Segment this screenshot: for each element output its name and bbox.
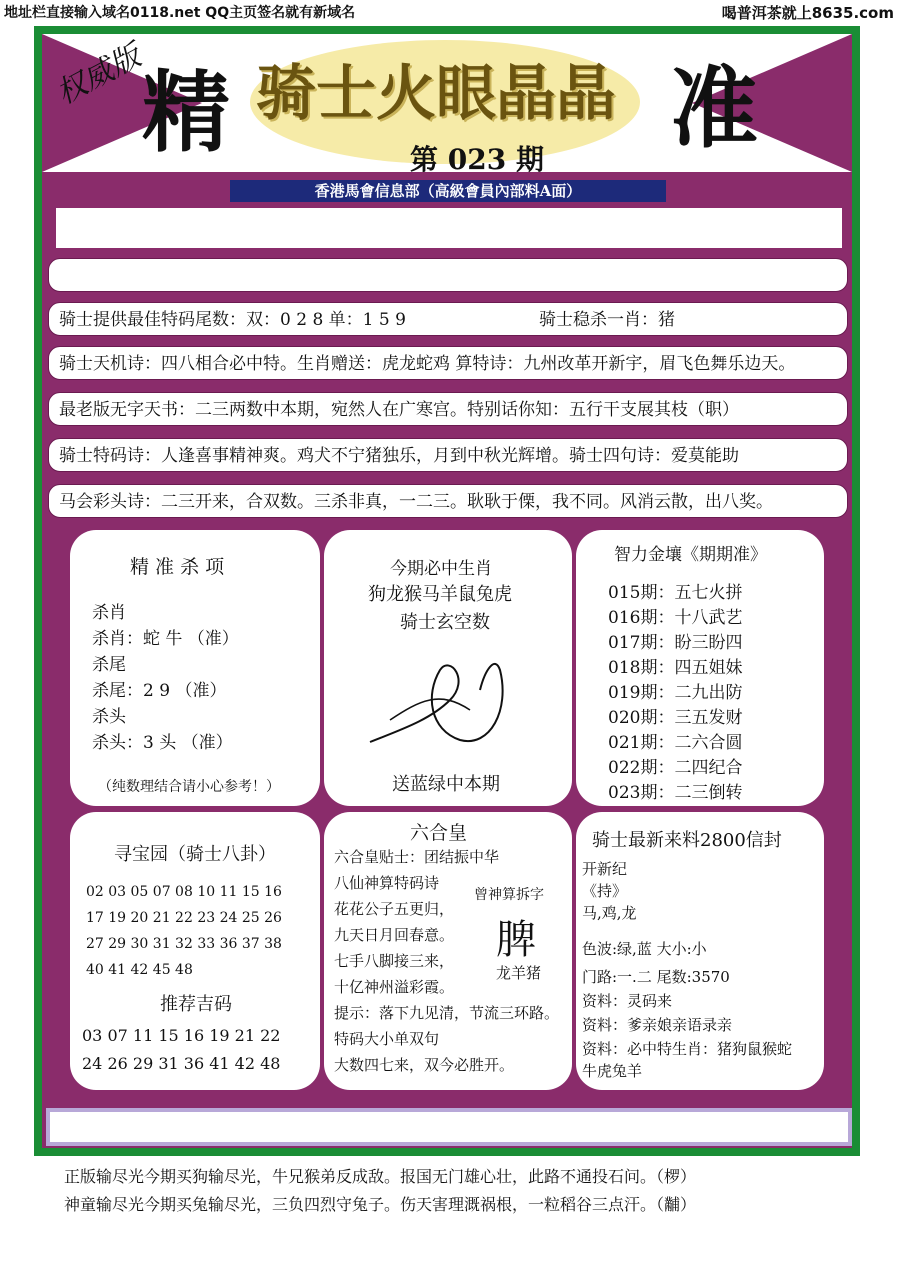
zhili-item: 018期：四五姐妹	[608, 658, 743, 678]
liuhe-line: 十亿神州溢彩霞。	[334, 978, 455, 996]
row-text-2: 骑士稳杀一肖：猪	[539, 310, 675, 330]
recommend-row: 24 26 29 31 36 41 42 48	[82, 1054, 281, 1073]
kill-note: （纯数理结合请小心参考！）	[98, 779, 280, 795]
zhili-item: 023期：二三倒转	[608, 783, 743, 803]
top-banner	[0, 0, 900, 24]
number-row: 40 41 42 45 48	[86, 962, 193, 978]
liuhe-line: 九天日月回春意。	[334, 926, 455, 944]
zodiac-line3: 骑士玄空数	[400, 612, 490, 633]
knight-line: 门路:一.二 尾数:3570	[582, 968, 730, 986]
knight-line: 资料：必中特生肖：猪狗鼠猴蛇	[582, 1040, 793, 1058]
kill-line: 杀头	[92, 707, 126, 727]
chaizi-sub: 龙羊猪	[496, 964, 542, 982]
row-tianshu: 最老版无字天书：二三两数中本期，宛然人在广寒宫。特别话你知：五行干支展其枝（职）	[48, 392, 848, 426]
liuhe-line: 特码大小单双句	[334, 1030, 440, 1048]
number-row: 27 29 30 31 32 33 36 37 38	[86, 936, 282, 952]
knight-line: 牛虎兔羊	[582, 1062, 643, 1080]
xunbao-title: 寻宝园（骑士八卦）	[114, 844, 276, 865]
liuhe-line: 提示：落下九见清，节流三环路。	[334, 1004, 560, 1022]
signature-scribble	[360, 650, 530, 750]
liuhe-title: 六合皇	[410, 822, 468, 844]
chaizi-title: 曾神算拆字	[474, 887, 544, 903]
footer-blank-box	[46, 1108, 852, 1146]
top-right-text: 喝普洱茶就上8635.com	[721, 4, 894, 22]
row-text: 骑士提供最佳特码尾数：双：0 2 8 单：1 5 9	[59, 310, 406, 330]
knight-line: 资料：灵码来	[582, 992, 673, 1010]
main-frame	[34, 26, 860, 1156]
zhili-item: 022期：二四纪合	[608, 758, 743, 778]
liuhe-line: 六合皇贴士：团结振中华	[334, 848, 500, 866]
kill-line: 杀肖：蛇 牛 （准）	[92, 629, 239, 649]
row-special: 骑士特码诗：人逢喜事精神爽。鸡犬不宁猪独乐，月到中秋光辉增。骑士四句诗：爱莫能助	[48, 438, 848, 472]
row-poem: 骑士天机诗：四八相合必中特。生肖赠送：虎龙蛇鸡 算特诗：九州改革开新宇，眉飞色舞乐边天。	[48, 346, 848, 380]
knight-title: 骑士最新来料2800信封	[592, 830, 782, 851]
bottom-line-2: 神童输尽光今期买兔输尽光，三负四烈守兔子。伤天害理溉祸根，一粒稻谷三点汗。（黼）	[64, 1195, 697, 1214]
row-tail-numbers	[48, 302, 848, 336]
zhili-card	[576, 530, 824, 806]
knight-line: 开新纪	[582, 860, 628, 878]
liuhe-card	[324, 812, 572, 1090]
number-row: 02 03 05 07 08 10 11 15 16	[86, 884, 282, 900]
zhili-item: 021期：二六合圆	[608, 733, 743, 753]
liuhe-line: 七手八脚接三来，	[334, 952, 455, 970]
kill-line: 杀头：3 头 （准）	[92, 733, 233, 753]
bottom-line-1: 正版输尽光今期买狗输尽光，牛兄猴弟反成敌。报国无门雄心壮，此路不通投石问。（椤）	[64, 1167, 697, 1186]
subtitle-bar: 香港馬會信息部（高級會員內部料A面）	[230, 180, 666, 202]
chaizi-char: 脾	[496, 917, 536, 963]
knight-line: 《持》	[582, 882, 628, 900]
kill-card	[70, 530, 320, 806]
zhili-item: 019期：二九出防	[608, 683, 743, 703]
right-big-char: 准	[670, 56, 759, 160]
zhili-item: 015期：五七火拼	[608, 583, 743, 603]
left-big-char: 精	[142, 60, 231, 164]
knight-line: 色波:绿,蓝 大小:小	[582, 940, 707, 958]
badge-text: 权威版	[50, 38, 147, 112]
main-panel	[42, 34, 852, 1148]
knight-line: 资料：爹亲娘亲语录亲	[582, 1016, 733, 1034]
kill-line: 杀肖	[92, 603, 126, 623]
page-title: 骑士火眼晶晶	[256, 59, 616, 129]
kill-title: 精 准 杀 项	[130, 556, 225, 578]
xunbao-card	[70, 812, 320, 1090]
recommend-row: 03 07 11 15 16 19 21 22	[82, 1026, 281, 1045]
zhili-item: 016期：十八武艺	[608, 608, 743, 628]
zodiac-card	[324, 530, 572, 806]
row-caitou: 马会彩头诗：二三开来，合双数。三杀非真，一二三。耿耿于傈，我不同。风消云散，出八奖。	[48, 484, 848, 518]
zodiac-line2: 狗龙猴马羊鼠兔虎	[368, 584, 512, 605]
liuhe-line: 八仙神算特码诗	[334, 874, 440, 892]
knight-line: 马,鸡,龙	[582, 904, 637, 922]
kill-line: 杀尾：2 9 （准）	[92, 681, 227, 701]
kill-line: 杀尾	[92, 655, 126, 675]
recommend-title: 推荐吉码	[160, 994, 232, 1015]
number-row: 17 19 20 21 22 23 24 25 26	[86, 910, 282, 926]
zhili-item: 017期：盼三盼四	[608, 633, 743, 653]
header	[42, 34, 852, 172]
liuhe-line: 大数四七来，双今必胜开。	[334, 1056, 515, 1074]
knight-card	[576, 812, 824, 1090]
blank-bar	[56, 208, 842, 248]
zodiac-line1: 今期必中生肖	[390, 559, 492, 579]
liuhe-line: 花花公子五更归，	[334, 900, 455, 918]
issue-number: 第 023 期	[410, 143, 544, 172]
blank-row	[48, 258, 848, 292]
zhili-title: 智力金壤《期期准》	[614, 545, 767, 565]
zodiac-bottom: 送蓝绿中本期	[392, 774, 500, 795]
zhili-item: 020期：三五发财	[608, 708, 743, 728]
top-left-text: 地址栏直接输入域名0118.net QQ主页签名就有新域名	[4, 5, 356, 21]
